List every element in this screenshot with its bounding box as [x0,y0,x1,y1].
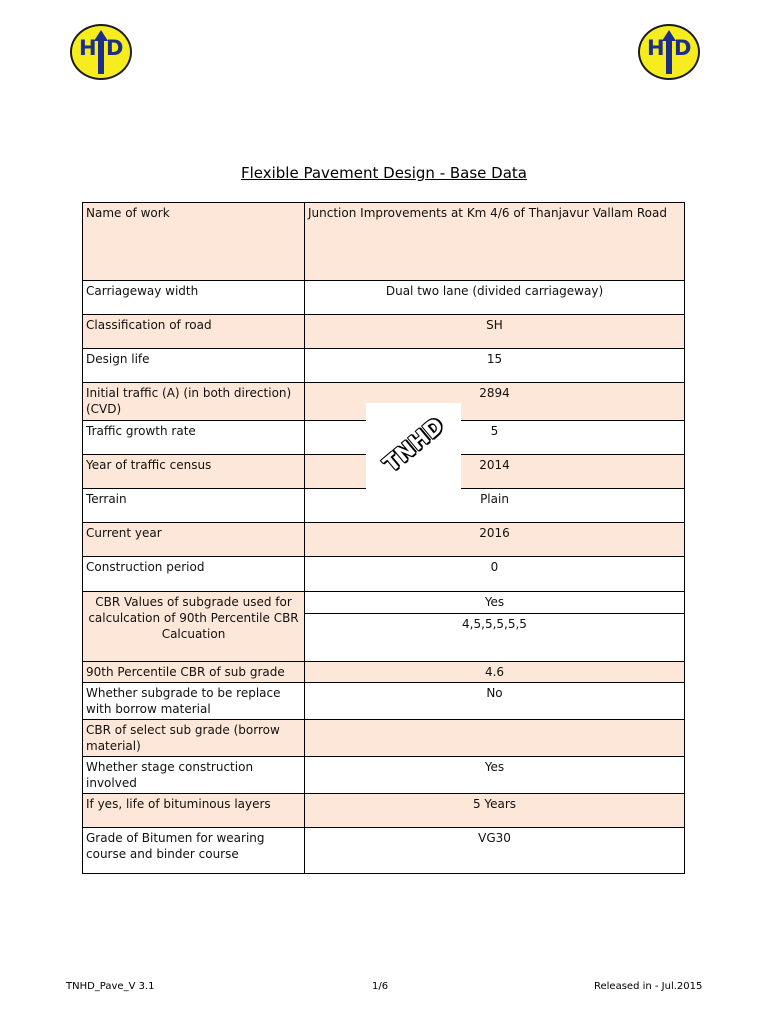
row-value-year-of-census: 2014 [305,455,685,489]
row-value-initial-traffic: 2894 [305,383,685,421]
row-value-cbr-list: 4,5,5,5,5,5 [305,614,685,662]
logo-letter-h: H [79,36,97,60]
row-value-subgrade-replace: No [305,683,685,720]
tnhd-logo-left [70,24,132,80]
logo-letter-d: D [674,36,692,60]
row-value-classification: SH [305,315,685,349]
row-label-stage-construction: Whether stage construction involved [83,757,305,794]
tnhd-logo-right [638,24,700,80]
row-label-classification: Classification of road [83,315,305,349]
row-value-current-year: 2016 [305,523,685,557]
row-value-terrain: Plain [305,489,685,523]
row-label-subgrade-replace: Whether subgrade to be replace with borrow material [83,683,305,720]
stamp-text: TNHD [379,413,449,478]
row-label-design-life: Design life [83,349,305,383]
footer-version: TNHD_Pave_V 3.1 [66,981,155,992]
row-value-90th-percentile-cbr: 4.6 [305,662,685,683]
row-label-terrain: Terrain [83,489,305,523]
logo-letter-d: D [106,36,124,60]
row-label-bituminous-life: If yes, life of bituminous layers [83,794,305,828]
row-label-construction-period: Construction period [83,557,305,592]
row-value-borrow-cbr [305,720,685,757]
row-value-bitumen-grade: VG30 [305,828,685,874]
logo-letter-h: H [647,36,665,60]
footer-page-number: 1/6 [372,981,389,992]
row-value-cbr-used: Yes [305,592,685,614]
row-value-bituminous-life: 5 Years [305,794,685,828]
footer-release-date: Released in - Jul.2015 [594,981,703,992]
row-value-carriageway-width: Dual two lane (divided carriageway) [305,281,685,315]
row-label-90th-percentile-cbr: 90th Percentile CBR of sub grade [83,662,305,683]
row-label-current-year: Current year [83,523,305,557]
row-value-traffic-growth-rate: 5 [305,421,685,455]
row-label-year-of-census: Year of traffic census [83,455,305,489]
row-value-design-life: 15 [305,349,685,383]
row-label-borrow-cbr: CBR of select sub grade (borrow material) [83,720,305,757]
row-label-name-of-work: Name of work [83,203,305,281]
row-label-traffic-growth-rate: Traffic growth rate [83,421,305,455]
row-value-construction-period: 0 [305,557,685,592]
page-title: Flexible Pavement Design - Base Data [240,164,527,182]
row-value-name-of-work: Junction Improvements at Km 4/6 of Thanjavur Vallam Road [305,203,685,281]
tnhd-watermark-stamp [366,403,461,491]
row-label-initial-traffic: Initial traffic (A) (in both direction) (CVD) [83,383,305,421]
row-value-stage-construction: Yes [305,757,685,794]
row-label-bitumen-grade: Grade of Bitumen for wearing course and binder course [83,828,305,874]
row-label-cbr-values: CBR Values of subgrade used for calculcation of 90th Percentile CBR Calcuation [83,592,305,662]
row-label-carriageway-width: Carriageway width [83,281,305,315]
base-data-table [82,202,685,874]
